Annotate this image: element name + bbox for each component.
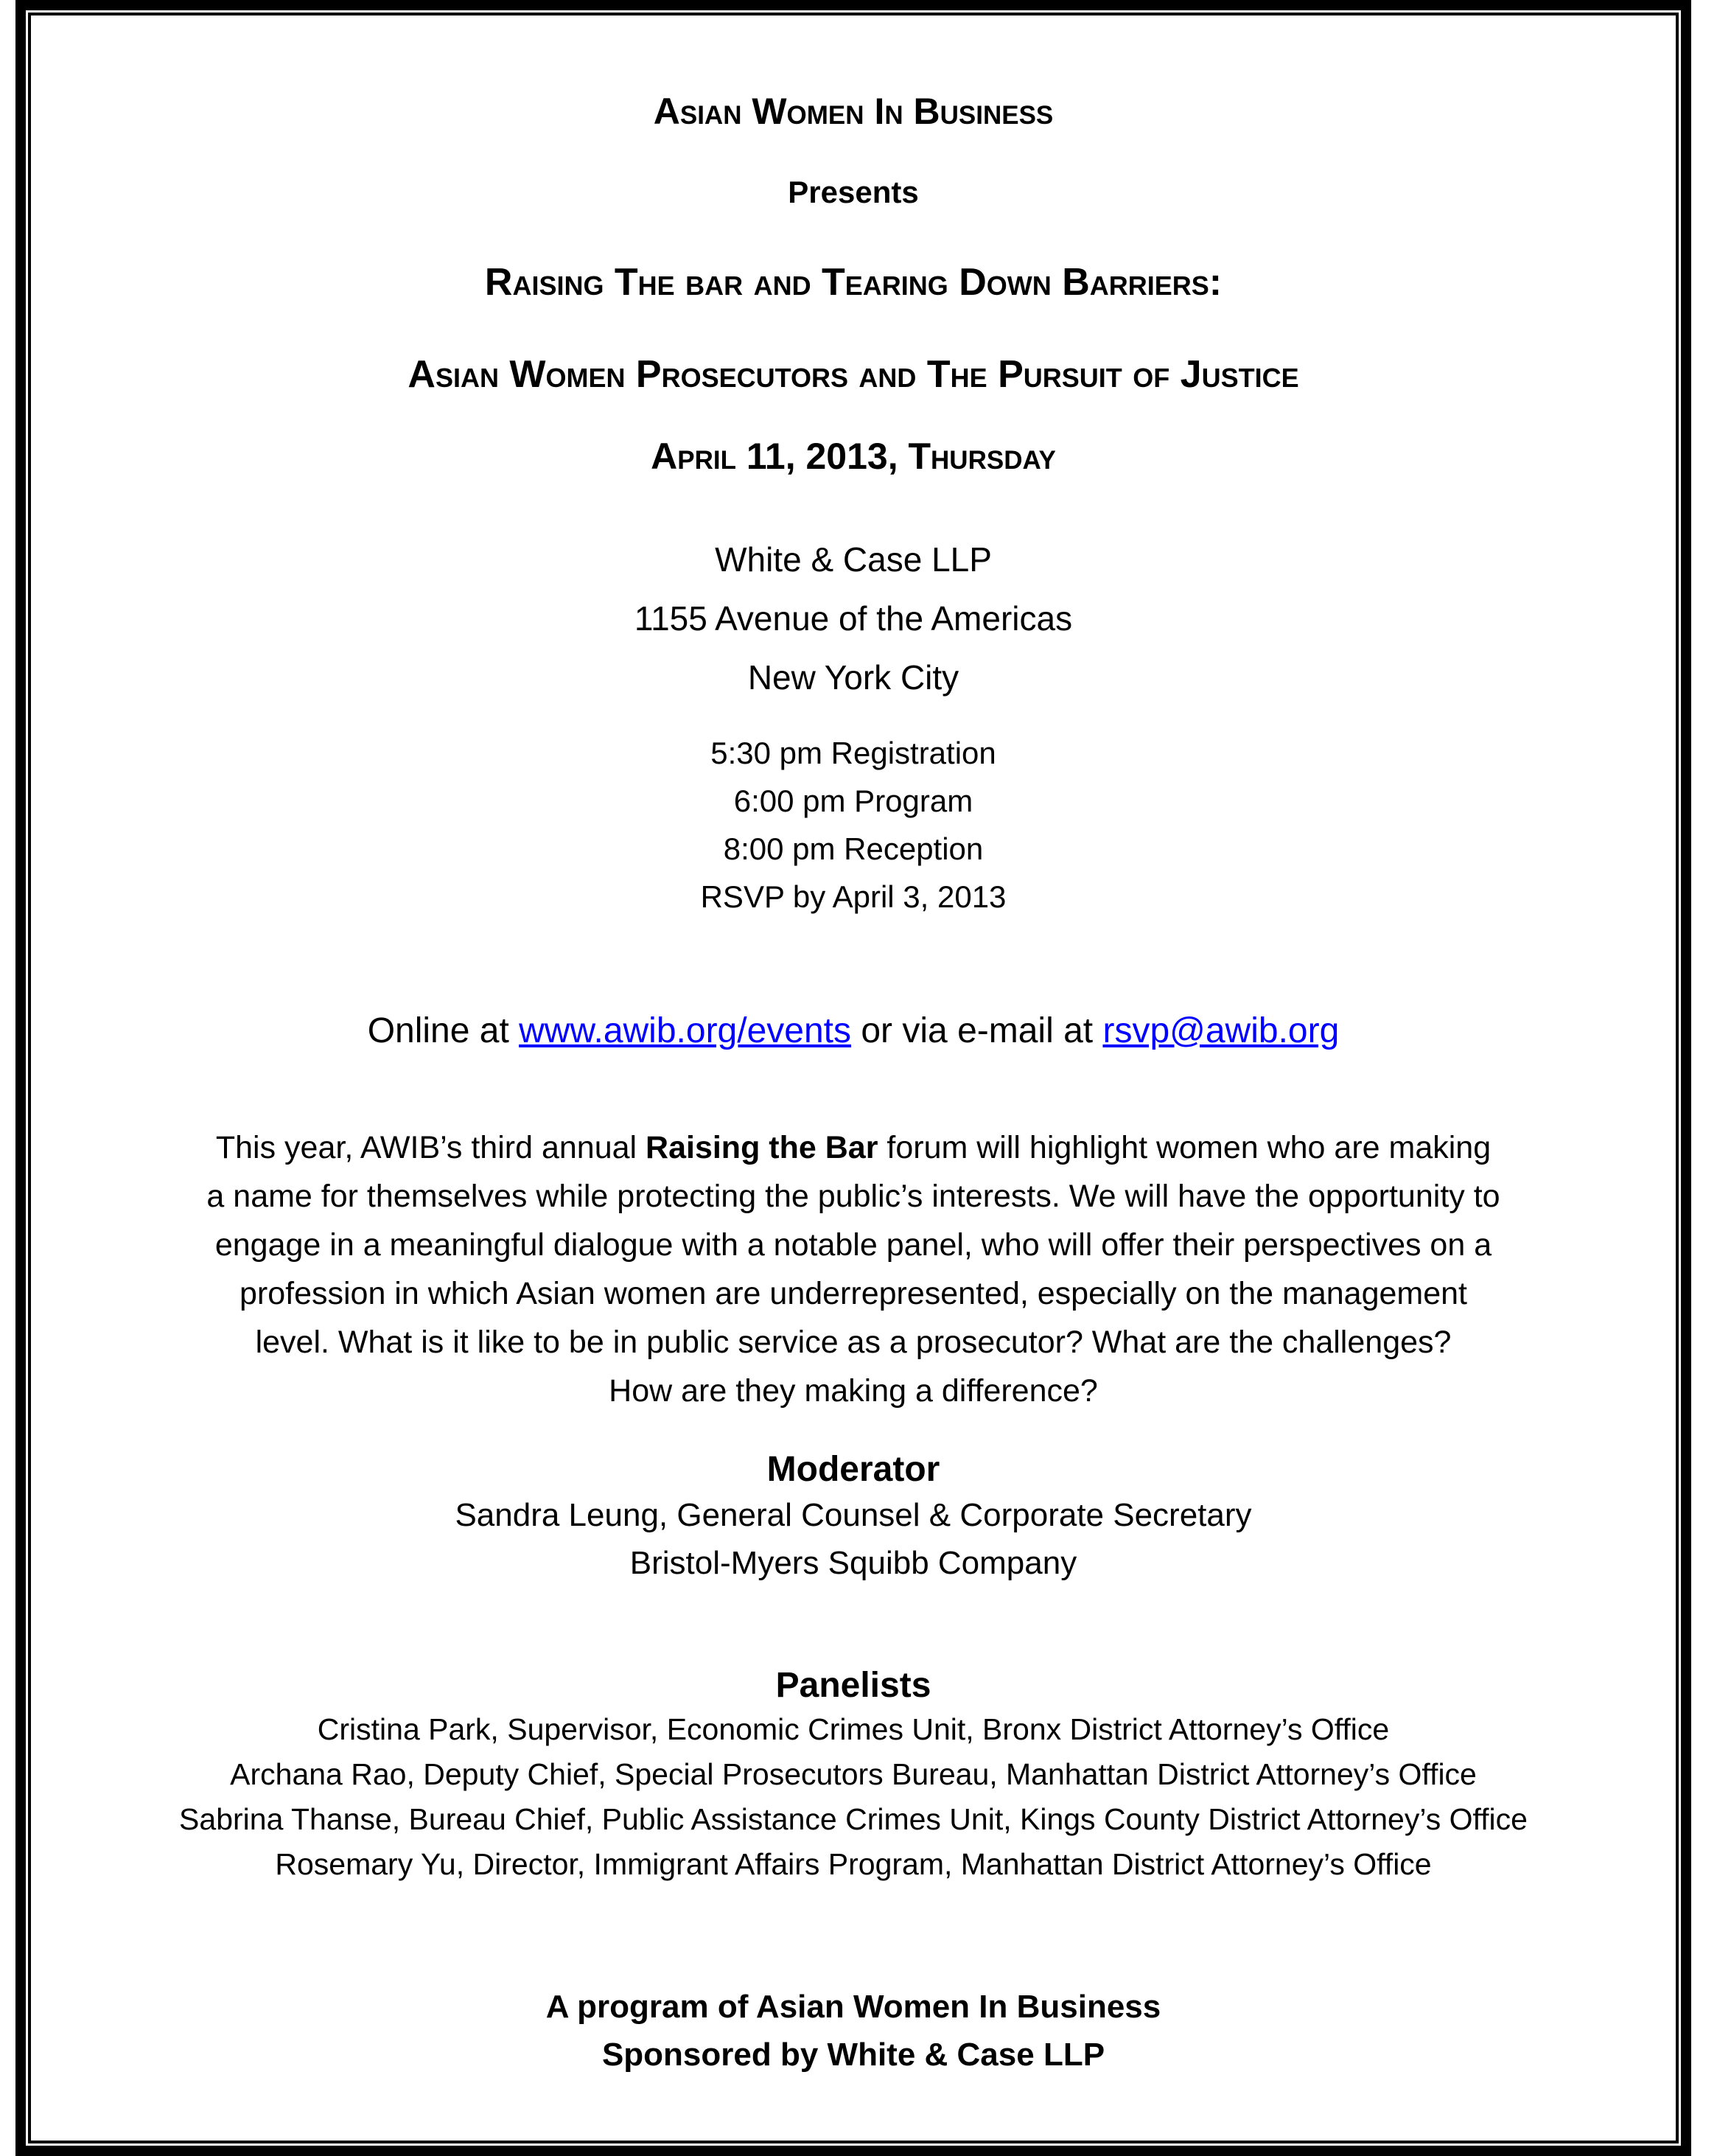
footer-program-line: A program of Asian Women In Business bbox=[545, 1989, 1161, 2025]
panelist-row: Cristina Park, Supervisor, Economic Crimes Unit, Bronx District Attorney’s Office bbox=[317, 1712, 1390, 1746]
rsvp-web-link[interactable]: www.awib.org/events bbox=[519, 1011, 852, 1050]
footer-block bbox=[75, 1983, 1632, 2079]
schedule-rsvp-deadline: RSVP by April 3, 2013 bbox=[700, 879, 1007, 914]
description-line: engage in a meaningful dialogue with a notable panel, who will offer their perspectives on a bbox=[214, 1227, 1492, 1263]
panelists-heading: Panelists bbox=[775, 1666, 931, 1705]
moderator-section bbox=[75, 1448, 1632, 1587]
page-border-inner-line bbox=[28, 13, 1679, 2143]
description-line bbox=[75, 1123, 1632, 1172]
schedule-program: 6:00 pm Program bbox=[733, 784, 973, 818]
description-line: a name for themselves while protecting the public’s interests. We will have the opportunity to bbox=[206, 1179, 1500, 1214]
rsvp-prefix: Online at bbox=[367, 1011, 520, 1050]
venue-address: 1155 Avenue of the Americas bbox=[634, 599, 1073, 638]
rsvp-middle: or via e-mail at bbox=[851, 1011, 1103, 1050]
panelist-row: Rosemary Yu, Director, Immigrant Affairs Program, Manhattan District Attorney’s Office bbox=[275, 1847, 1432, 1881]
description-line: level. What is it like to be in public service as a prosecutor? What are the challenges? bbox=[255, 1325, 1452, 1360]
page-border-frame bbox=[15, 0, 1691, 2156]
venue-block bbox=[75, 530, 1632, 707]
flyer-content bbox=[31, 15, 1676, 2141]
description-line: How are they making a difference? bbox=[609, 1373, 1098, 1409]
venue-name: White & Case LLP bbox=[715, 540, 992, 579]
footer-sponsor-line: Sponsored by White & Case LLP bbox=[601, 2037, 1105, 2073]
event-title-line2: Asian Women Prosecutors and The Pursuit of Justice bbox=[408, 353, 1299, 396]
event-title-line1: Raising The bar and Tearing Down Barriers: bbox=[484, 261, 1223, 304]
description-paragraph bbox=[75, 1123, 1632, 1415]
event-date: April 11, 2013, Thursday bbox=[651, 436, 1056, 477]
venue-city: New York City bbox=[747, 658, 959, 697]
moderator-name: Sandra Leung, General Counsel & Corporate Secretary bbox=[455, 1497, 1252, 1533]
schedule-block bbox=[75, 729, 1632, 921]
panelist-row: Sabrina Thanse, Bureau Chief, Public Assistance Crimes Unit, Kings County District Attorney’s Office bbox=[179, 1802, 1528, 1836]
schedule-registration: 5:30 pm Registration bbox=[710, 736, 996, 770]
panelists-section bbox=[75, 1664, 1632, 1887]
description-line1-bold: Raising the Bar bbox=[646, 1130, 878, 1165]
description-line: profession in which Asian women are underrepresented, especially on the management bbox=[239, 1276, 1468, 1311]
rsvp-line bbox=[75, 1009, 1632, 1053]
moderator-company: Bristol-Myers Squibb Company bbox=[629, 1545, 1077, 1581]
moderator-heading: Moderator bbox=[766, 1450, 940, 1489]
description-line1-post: forum will highlight women who are making bbox=[878, 1130, 1492, 1165]
org-title: Asian Women In Business bbox=[653, 91, 1054, 132]
presents-label: Presents bbox=[788, 175, 919, 209]
description-line1-pre: This year, AWIB’s third annual bbox=[215, 1130, 646, 1165]
panelist-row: Archana Rao, Deputy Chief, Special Prosecutors Bureau, Manhattan District Attorney’s Office bbox=[230, 1757, 1477, 1791]
schedule-reception: 8:00 pm Reception bbox=[723, 831, 984, 866]
rsvp-email-link[interactable]: rsvp@awib.org bbox=[1102, 1011, 1340, 1050]
